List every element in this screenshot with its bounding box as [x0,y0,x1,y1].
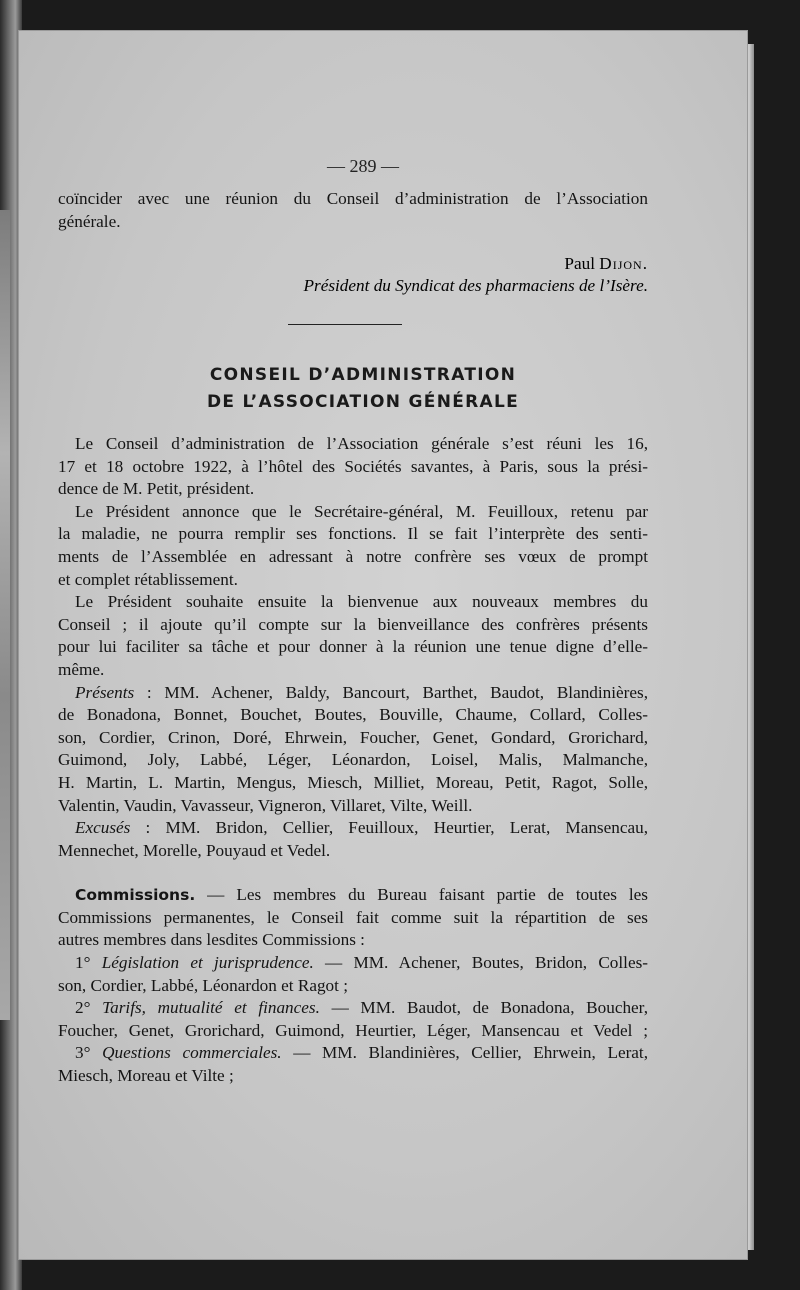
body-text [58,433,648,1088]
page-number: — 289 — [327,156,399,176]
para3-line-3: pour lui faciliter sa tâche et pour donner à la réunion une tenue digne d’elle- [58,637,648,657]
signature-name [318,254,648,274]
para1-line-3: dence de M. Petit, président. [58,479,255,499]
commission-3-line-1: 3° Questions commerciales. — MM. Blandinières, Cellier, Ehrwein, Lerat, [75,1043,649,1063]
document-page [18,30,748,1260]
para2-line-4: et complet rétablissement. [58,569,238,589]
signature-title: Président du Syndicat des pharmaciens de l’Isère. [303,276,648,295]
opening-line-1: coïncider avec une réunion du Conseil d’administration de l’Association [58,189,648,208]
presents-line-6: Valentin, Vaudin, Vavasseur, Vigneron, Villaret, Vilte, Weill. [58,795,473,815]
presents-line-4: Guimond, Joly, Labbé, Léger, Léonardon, Loisel, Malis, Malmanche, [58,750,648,770]
signature-first-name: Paul [564,254,595,273]
presents-label: Présents [75,682,135,702]
commission-2-line-1: 2° Tarifs, mutualité et finances. — MM. Baudot, de Bonadona, Boucher, [75,998,648,1018]
commission-2-line-2: Foucher, Genet, Grorichard, Guimond, Heurtier, Léger, Mansencau et Vedel ; [58,1020,648,1040]
para3-line-2: Conseil ; il ajoute qu’il compte sur la bienveillance des confrères présents [58,614,648,634]
commission-3-line-2: Miesch, Moreau et Vilte ; [58,1066,234,1086]
signature-title-row [168,276,648,296]
section-heading-line-1: CONSEIL D’ADMINISTRATION [209,365,517,385]
excuses-label: Excusés [75,818,131,838]
presents-line-2: de Bonadona, Bonnet, Bouchet, Boutes, Bouville, Chaume, Collard, Colles- [58,705,648,725]
para2-line-1: Le Président annonce que le Secrétaire-général, M. Feuilloux, retenu par [75,501,648,521]
para2-line-3: ments de l’Assemblée en adressant à notre confrère ses vœux de prompt [58,546,648,566]
commission-1-title: Législation et jurisprudence. [101,953,314,973]
commission-3-title: Questions commerciales. [102,1043,282,1063]
para1-line-1: Le Conseil d’administration de l’Association générale s’est réuni les 16, [75,434,648,453]
excuses-line-2: Mennechet, Morelle, Pouyaud et Vedel. [58,840,331,860]
excuses-line-1: Excusés : MM. Bridon, Cellier, Feuilloux, Heurtier, Lerat, Mansencau, [75,818,648,838]
para1-line-2: 17 et 18 octobre 1922, à l’hôtel des Sociétés savantes, à Paris, sous la prési- [58,456,648,476]
commissions-label: Commissions. [75,886,196,905]
presents-line-1: Présents : MM. Achener, Baldy, Bancourt, Barthet, Baudot, Blandinières, [75,682,648,702]
commission-2-title: Tarifs, mutualité et finances. [102,998,320,1018]
presents-line-5: H. Martin, L. Martin, Mengus, Miesch, Milliet, Moreau, Petit, Ragot, Solle, [58,772,648,792]
opening-line-2: générale. [58,211,121,231]
para3-line-1: Le Président souhaite ensuite la bienvenue aux nouveaux membres du [75,592,648,612]
para3-line-4: même. [58,659,105,679]
section-divider [288,324,402,325]
para2-line-2: la maladie, ne pourra remplir ses fonctions. Il se fait l’interprète des senti- [58,524,648,544]
commission-1-line-1: 1° Législation et jurisprudence. — MM. Achener, Boutes, Bridon, Colles- [75,953,648,973]
commissions-line-3: autres membres dans lesdites Commissions : [58,930,365,950]
commissions-line-1: Commissions. — Les membres du Bureau faisant partie de toutes les [75,885,648,905]
commission-1-line-2: son, Cordier, Labbé, Léonardon et Ragot ; [58,975,348,995]
section-heading-line-2: DE L’ASSOCIATION GÉNÉRALE [206,392,520,412]
presents-line-3: son, Cordier, Crinon, Doré, Ehrwein, Foucher, Genet, Gondard, Grorichard, [58,727,648,747]
binding-scrap [0,210,10,1020]
commissions-line-2: Commissions permanentes, le Conseil fait comme suit la répartition de ses [58,907,648,927]
signature-last-name: Dijon. [599,254,648,273]
opening-text [58,188,648,233]
